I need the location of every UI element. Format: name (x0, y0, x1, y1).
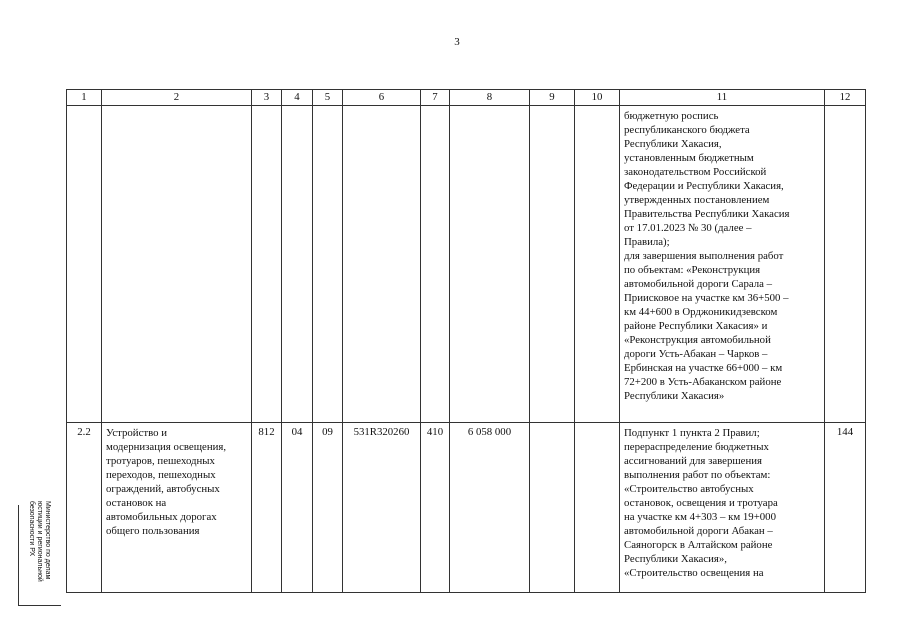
cell-col9 (530, 423, 575, 593)
row-number: 2.2 (67, 423, 102, 593)
budget-table (66, 89, 866, 593)
measure-name: Устройство и модернизация освещения, тротуаров, пешеходных переходов, пешеходных ограждений, автобусных остановок на автомобильных дорогах общего пользования (102, 423, 252, 593)
column-header-5: 5 (313, 90, 343, 106)
basis-text-continued: бюджетную роспись республиканского бюджета Республики Хакасия, установленным бюджетным законодательством Российской Федерации и Республики Хакасия, утвержденных постановлением Правительства Республики Хакасия от 17.01.2023 № 30 (далее – Правила); для завершения выполнения работ по объектам: «Реконструкция автомобильной дороги Сарала – Приисковое на участке км 36+500 – км 44+600 в Орджоникидзевском районе Республики Хакасия» и «Реконструкция автомобильной дороги Усть-Абакан – Чарков – Ербинская на участке 66+000 – км 72+200 в Усть-Абаканском районе Республики Хакасия» (620, 106, 825, 423)
cell-col7: 410 (421, 423, 450, 593)
cell-col5: 09 (313, 423, 343, 593)
cell-empty (252, 106, 282, 423)
cell-empty (282, 106, 313, 423)
cell-empty (450, 106, 530, 423)
cell-col12: 144 (825, 423, 866, 593)
column-header-9: 9 (530, 90, 575, 106)
table-row-continued (67, 106, 866, 423)
column-header-6: 6 (343, 90, 421, 106)
cell-col8-amount: 6 058 000 (450, 423, 530, 593)
column-header-8: 8 (450, 90, 530, 106)
basis-text: Подпункт 1 пункта 2 Правил; перераспределение бюджетных ассигнований для завершения выполнения работ по объектам: «Строительство автобусных остановок, освещения и тротуара на участке км 4+303 – км 19+000 автомобильной дороги Абакан – Саяногорск в Алтайском районе Республики Хакасия», «Строительство освещения на (620, 423, 825, 593)
cell-empty (530, 106, 575, 423)
column-header-1: 1 (67, 90, 102, 106)
cell-col3: 812 (252, 423, 282, 593)
table-header-row (67, 90, 866, 106)
cell-empty (102, 106, 252, 423)
cell-col10 (575, 423, 620, 593)
page-number: 3 (454, 36, 460, 48)
column-header-3: 3 (252, 90, 282, 106)
cell-empty (313, 106, 343, 423)
cell-empty (421, 106, 450, 423)
registration-stamp-text: Министерство по делам юстиции и региональной безопасности РХ (28, 501, 51, 582)
cell-empty (575, 106, 620, 423)
cell-empty (67, 106, 102, 423)
cell-col4: 04 (282, 423, 313, 593)
cell-empty (343, 106, 421, 423)
column-header-12: 12 (825, 90, 866, 106)
column-header-4: 4 (282, 90, 313, 106)
cell-empty (825, 106, 866, 423)
column-header-2: 2 (102, 90, 252, 106)
table-row-2-2 (67, 423, 866, 593)
column-header-10: 10 (575, 90, 620, 106)
column-header-11: 11 (620, 90, 825, 106)
column-header-7: 7 (421, 90, 450, 106)
cell-col6: 531R320260 (343, 423, 421, 593)
